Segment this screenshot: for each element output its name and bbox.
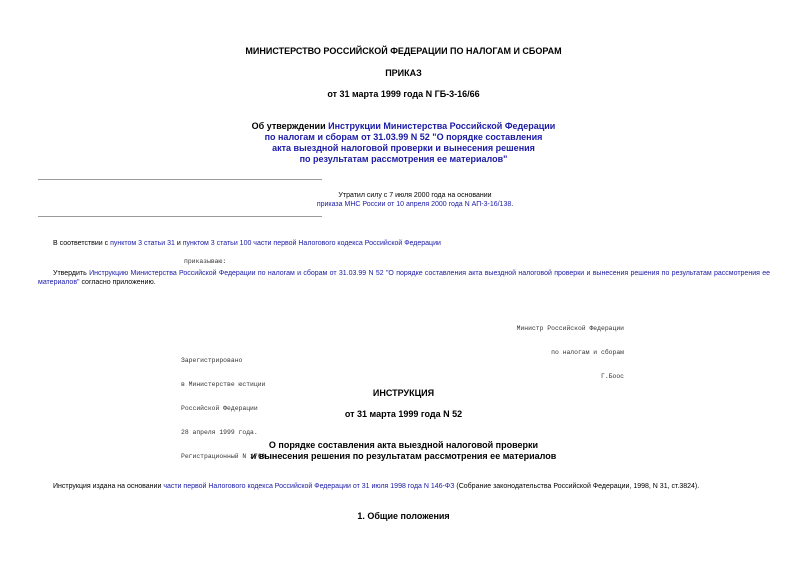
registration-line3: Российской Федерации	[181, 405, 258, 412]
instruction-subject-line2: и вынесения решения по результатам рассмотрения ее материалов	[250, 451, 557, 461]
signature-line2: по налогам и сборам	[551, 349, 624, 356]
void-order-link[interactable]: приказа МНС России от 10 апреля 2000 года N АП-3-16/138	[316, 201, 512, 208]
registration-line2: в Министерстве юстиции	[181, 381, 266, 388]
instruction-basis: Инструкция издана на основании части первой Налогового кодекса Российской Федерации от 31 июля 1998 года N 146-ФЗ (Собрание законодательства Российской Федерации, 1998, N 31, ст.3824).	[53, 483, 700, 490]
registration-line4: 28 апреля 1999 года.	[181, 429, 258, 436]
instruction-subject-line1: О порядке составления акта выездной налоговой проверки	[268, 440, 539, 450]
instruction-subject	[0, 440, 807, 462]
void-notice	[215, 191, 615, 209]
preamble: В соответствии с пунктом 3 статьи 31 и пунктом 3 статьи 100 части первой Налогового кодекса Российской Федерации	[53, 240, 441, 247]
order-label: приказываю:	[184, 258, 227, 265]
signature-line1: Министр Российской Федерации	[516, 325, 624, 332]
approve-paragraph: Утвердить Инструкцию Министерства Российской Федерации по налогам и сборам от 31.03.99 N 52 "О порядке составления акта выездной налоговой проверки и вынесения решения по результатам рассмотрения ее материалов" согласно приложению.	[38, 270, 770, 286]
divider-top	[38, 179, 322, 180]
order-heading: ПРИКАЗ	[385, 68, 422, 78]
order-date: от 31 марта 1999 года N ГБ-3-16/66	[327, 89, 480, 99]
signature-block	[508, 309, 624, 397]
instruction-date: от 31 марта 1999 года N 52	[344, 409, 463, 419]
preamble-link-art31[interactable]: пунктом 3 статьи 31	[110, 240, 175, 247]
instruction-title: ИНСТРУКЦИЯ	[372, 388, 435, 398]
order-title-line3[interactable]: акта выездной налоговой проверки и вынесения решения	[272, 143, 535, 153]
divider-bottom	[38, 216, 322, 217]
order-title-line2[interactable]: по налогам и сборам от 31.03.99 N 52 "О порядке составления	[264, 132, 543, 142]
void-notice-line1: Утратил силу с 7 июля 2000 года на основании	[338, 192, 492, 199]
order-title	[0, 121, 807, 165]
void-notice-line2: приказа МНС России от 10 апреля 2000 года N АП-3-16/138.	[316, 201, 514, 208]
registration-number: Регистрационный N 1766	[181, 453, 266, 460]
ministry-heading: МИНИСТЕРСТВО РОССИЙСКОЙ ФЕДЕРАЦИИ ПО НАЛОГАМ И СБОРАМ	[245, 46, 562, 56]
order-title-line4[interactable]: по результатам рассмотрения ее материалов"	[299, 154, 508, 164]
section-1-heading: 1. Общие положения	[357, 511, 450, 521]
registration-line1: Зарегистрировано	[181, 357, 243, 364]
approve-instruction-link[interactable]: Инструкцию Министерства Российской Федерации по налогам и сборам от 31.03.99 N 52 "О порядке составления акта выездной налоговой проверки и вынесения решения по результатам рассмотрения ее материалов"	[38, 270, 770, 286]
tax-code-link[interactable]: части первой Налогового кодекса Российской Федерации от 31 июля 1998 года N 146-ФЗ	[163, 483, 455, 490]
preamble-link-art100[interactable]: пунктом 3 статьи 100 части первой Налогового кодекса Российской Федерации	[182, 240, 441, 247]
instruction-link[interactable]: Инструкции Министерства Российской Федерации	[328, 121, 556, 131]
order-title-line1: Об утверждении Инструкции Министерства Российской Федерации	[251, 121, 556, 131]
signature-name: Г.Боос	[600, 373, 624, 380]
